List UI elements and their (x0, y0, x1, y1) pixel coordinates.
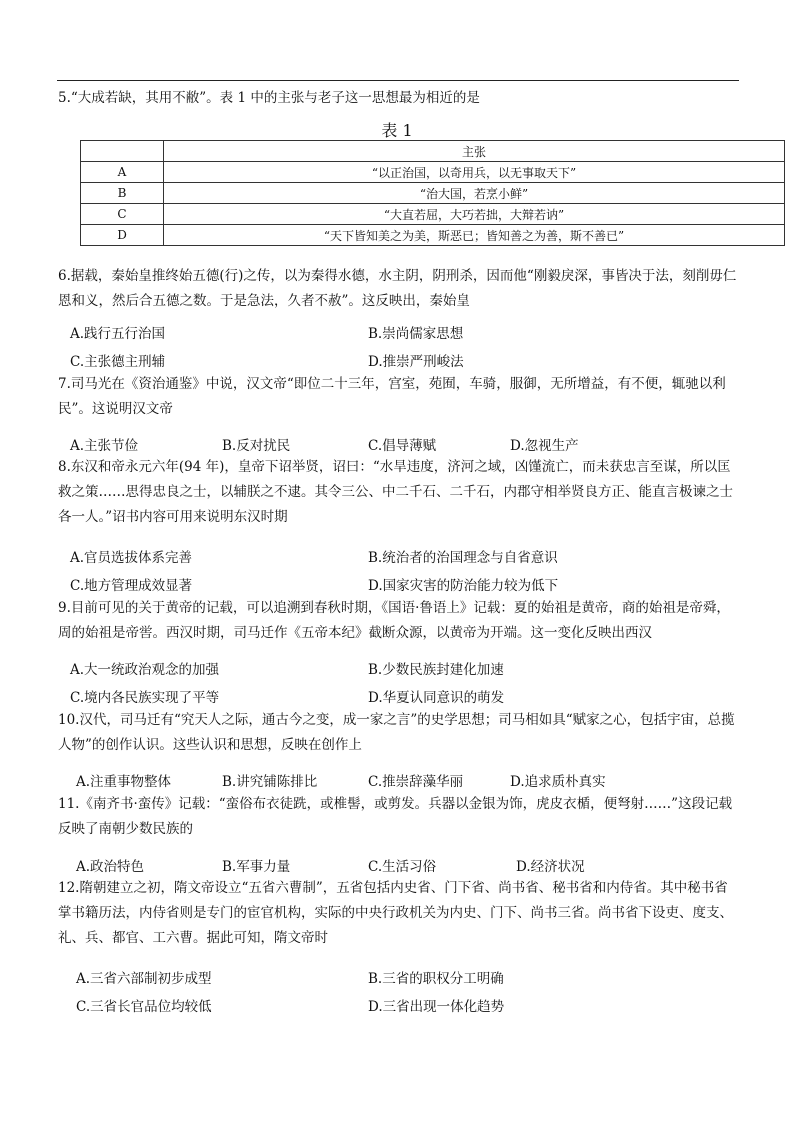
option-c: C.推崇辞藻华丽 (368, 774, 464, 790)
option-c: C.生活习俗 (368, 859, 437, 875)
question-12-stem: 12.隋朝建立之初，隋文帝设立“五省六曹制”，五省包括内史省、门下省、尚书省、秘书省和内侍省。其中秘书省掌书籍历法，内侍省则是专门的宦官机构，实际的中央行政机关为内史、门下、尚书三省。尚书省下设吏、度支、礼、兵、都官、工六曹。据此可知，隋文帝时 (58, 880, 733, 946)
table-row-key: D (81, 225, 164, 246)
table-row (81, 225, 785, 246)
question-8-stem: 8.东汉和帝永元六年(94 年)，皇帝下诏举贤，诏曰：“水旱违度，济河之域，凶馑流亡，而未获忠言至谋，所以匡救之策……思得忠良之士，以辅朕之不逮。其令三公、中二千石、二千石，内郡守相举贤良方正、能直言极谏之士各一人。”诏书内容可用来说明东汉时期 (58, 459, 733, 525)
question-5-stem: 5.“大成若缺，其用不敝”。表 1 中的主张与老子这一思想最为相近的是 (58, 90, 480, 106)
question-7 (58, 372, 740, 422)
table-row (81, 162, 785, 183)
table-header-row (81, 141, 785, 162)
question-12 (58, 876, 740, 951)
question-8 (58, 455, 740, 530)
question-11-stem: 11.《南齐书·蛮传》记载：“蛮俗布衣徒跣，或椎髻，或剪发。兵器以金银为饰，虎皮衣楯，便弩射……”这段记载反映了南朝少数民族的 (58, 796, 733, 837)
option-table (80, 140, 785, 246)
option-b: B.讲究铺陈排比 (222, 774, 318, 790)
table-row-key: C (81, 204, 164, 225)
option-d: D.国家灾害的防治能力较为低下 (368, 578, 559, 594)
table-row-value: “大直若屈，大巧若拙，大辩若讷” (164, 204, 785, 225)
option-a: A.政治特色 (76, 859, 145, 875)
question-7-stem: 7.司马光在《资治通鉴》中说，汉文帝“即位二十三年，宫室，苑囿，车骑，服御，无所增益，有不便，辄驰以利民”。这说明汉文帝 (58, 376, 726, 417)
question-9-stem: 9.目前可见的关于黄帝的记载，可以追溯到春秋时期，《国语·鲁语上》记载：夏的始祖是黄帝，商的始祖是帝舜，周的始祖是帝喾。西汉时期，司马迁作《五帝本纪》截断众源，以黄帝为开端。这一变化反映出西汉 (58, 600, 730, 641)
question-10-stem: 10.汉代，司马迁有“究天人之际，通古今之变，成一家之言”的史学思想；司马相如具“赋家之心，包括宇宙，总揽人物”的创作认识。这些认识和思想，反映在创作上 (58, 712, 735, 753)
table-row-value: “以正治国，以奇用兵，以无事取天下” (164, 162, 785, 183)
option-d: D.追求质朴真实 (510, 774, 606, 790)
option-d: D.经济状况 (516, 859, 585, 875)
table-row-key: A (81, 162, 164, 183)
option-c: C.三省长官品位均较低 (76, 999, 212, 1015)
top-rule (57, 80, 739, 81)
table-row-value: “治大国，若烹小鲜” (164, 183, 785, 204)
option-b: B.军事力量 (222, 859, 291, 875)
table-caption: 表 1 (381, 121, 413, 140)
table-row-value: “天下皆知美之为美，斯恶已；皆知善之为善，斯不善已” (164, 225, 785, 246)
option-a: A.官员选拔体系完善 (70, 550, 193, 566)
option-b: B.反对扰民 (222, 438, 291, 454)
table-header-label: 主张 (164, 141, 785, 162)
table-row-key: B (81, 183, 164, 204)
table-row (81, 183, 785, 204)
option-c: C.地方管理成效显著 (70, 578, 193, 594)
table-header-empty (81, 141, 164, 162)
question-6-stem: 6.据载，秦始皇推终始五德(行)之传，以为秦得水德，水主阴，阴刑杀，因而他“刚毅戾深，事皆决于法，刻削毋仁恩和义，然后合五德之数。于是急法，久者不赦”。这反映出，秦始皇 (58, 268, 737, 309)
option-a: A.注重事物整体 (76, 774, 172, 790)
option-d: D.忽视生产 (510, 438, 579, 454)
option-d: D.华夏认同意识的萌发 (368, 690, 505, 706)
option-d: D.三省出现一体化趋势 (368, 999, 505, 1015)
option-b: B.三省的职权分工明确 (368, 971, 504, 987)
question-10 (58, 708, 740, 758)
table-row (81, 204, 785, 225)
question-5 (58, 92, 740, 106)
option-a: A.三省六部制初步成型 (76, 971, 212, 987)
question-6 (58, 264, 740, 314)
option-a: A.大一统政治观念的加强 (70, 662, 220, 678)
option-c: C.主张德主刑辅 (70, 354, 166, 370)
option-c: C.境内各民族实现了平等 (70, 690, 220, 706)
option-b: B.崇尚儒家思想 (368, 326, 464, 342)
option-a: A.践行五行治国 (70, 326, 166, 342)
question-11 (58, 792, 740, 842)
option-b: B.统治者的治国理念与自省意识 (368, 550, 558, 566)
option-a: A.主张节俭 (70, 438, 139, 454)
question-9 (58, 596, 740, 646)
option-b: B.少数民族封建化加速 (368, 662, 504, 678)
option-d: D.推崇严刑峻法 (368, 354, 464, 370)
option-c: C.倡导薄赋 (368, 438, 437, 454)
